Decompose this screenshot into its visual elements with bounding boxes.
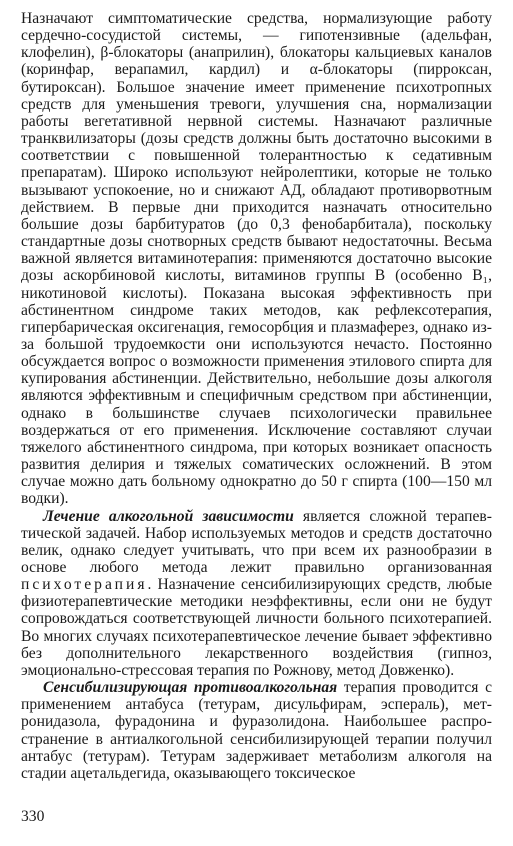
paragraph-text: Назначают симптоматические средства, нормализующие работу сердечно-сосудистой системы, — гипотензивные (адельфан, клофелин), β-блокаторы (анаприлин), блокаторы кальциевых каналов (коринфар, верапамил, кардил) и α-блокаторы (пирроксан, бутироксан). Большое значение имеет применение психотропных средств для уменьшения тревоги, улучшения сна, нормализации работы вегетативной нервной системы. Назначают различные транквилизаторы (дозы средств должны быть достаточно высокими в соответствии с повышенной толерантностью к седативным препаратам). Широко используют нейролептики, которые не только вызывают успокоение, но и снижают АД, обладают противорвотным действием. В первые дни приходится назначать относительно большие дозы барбитуратов (до 0,3 фенобарбитала), поскольку стандартные дозы снотворных средств бывают недостаточны. Весьма важной является витаминотерапия: применяются достаточно высокие дозы аскорбиновой кислоты, витаминов группы B (особенно B₁, никотиновой кислоты). Показана высокая эффективность при абстинентном синдроме таких методов, как рефлексотерапия, гипербарическая оксигенация, гемосорбция и плазмаферез, однако из-за большой трудоемкости они используются нечасто. Постоянно обсуждается вопрос о возможности применения этилового спирта для купирования абстиненции. Действительно, небольшие дозы алкоголя являются эффективным и специфичным средством при абстиненции, однако в большинстве случаев психологически правильнее воздержаться от его применения. Исключение составляют случаи тяжелого абстинентного синдрома, при которых возникает опасность развития делирия и тяжелых соматических осложнений. В этом случае можно дать больному однократно до 50 г спирта (100—150 мл водки). — [21, 10, 492, 508]
paragraph-lead-term: Сенсибилизирующая противоалкогольная — [43, 679, 338, 697]
paragraph-text: . Назначение сенсибилизирующих средств, любые физиотерапевтические методики неэффективны, если они не будут сопровождаться соответствующей личности больного психотерапией. Во многих случаях психотерапевтическое лечение бывает эффективно без дополнительного лекарственного воздействия (гипноз, эмоционально-стрессовая терапия по Рожнову, метод Довженко). — [21, 576, 492, 679]
paragraph-lead-term: Лечение алкогольной зависимости — [43, 507, 294, 525]
page-body — [21, 10, 492, 782]
page-number: 330 — [21, 808, 45, 825]
paragraph-alcohol-dependence — [21, 508, 492, 680]
paragraph-sensitizing-therapy — [21, 679, 492, 782]
paragraph-symptomatic-treatment — [21, 10, 492, 508]
paragraph-text: терапия проводится с применением антабуса (тетурам, дисульфирам, эспераль), метронидазола, фурадонина и фуразолидона. Наибольшее распространение в антиалкогольной сенсибилизирующей терапии получил антабус (тетурам). Тетурам задерживает метаболизм алкоголя на стадии ацетальдегида, оказывающего токсическое — [21, 679, 492, 782]
paragraph-text: является сложной терапевтической задачей. Набор используемых методов и средств достаточно велик, однако следует учитывать, что при всем их разнообразии в основе любого метода лежит правильно организованная — [21, 507, 492, 576]
emphasized-term: психотерапия — [21, 576, 148, 594]
